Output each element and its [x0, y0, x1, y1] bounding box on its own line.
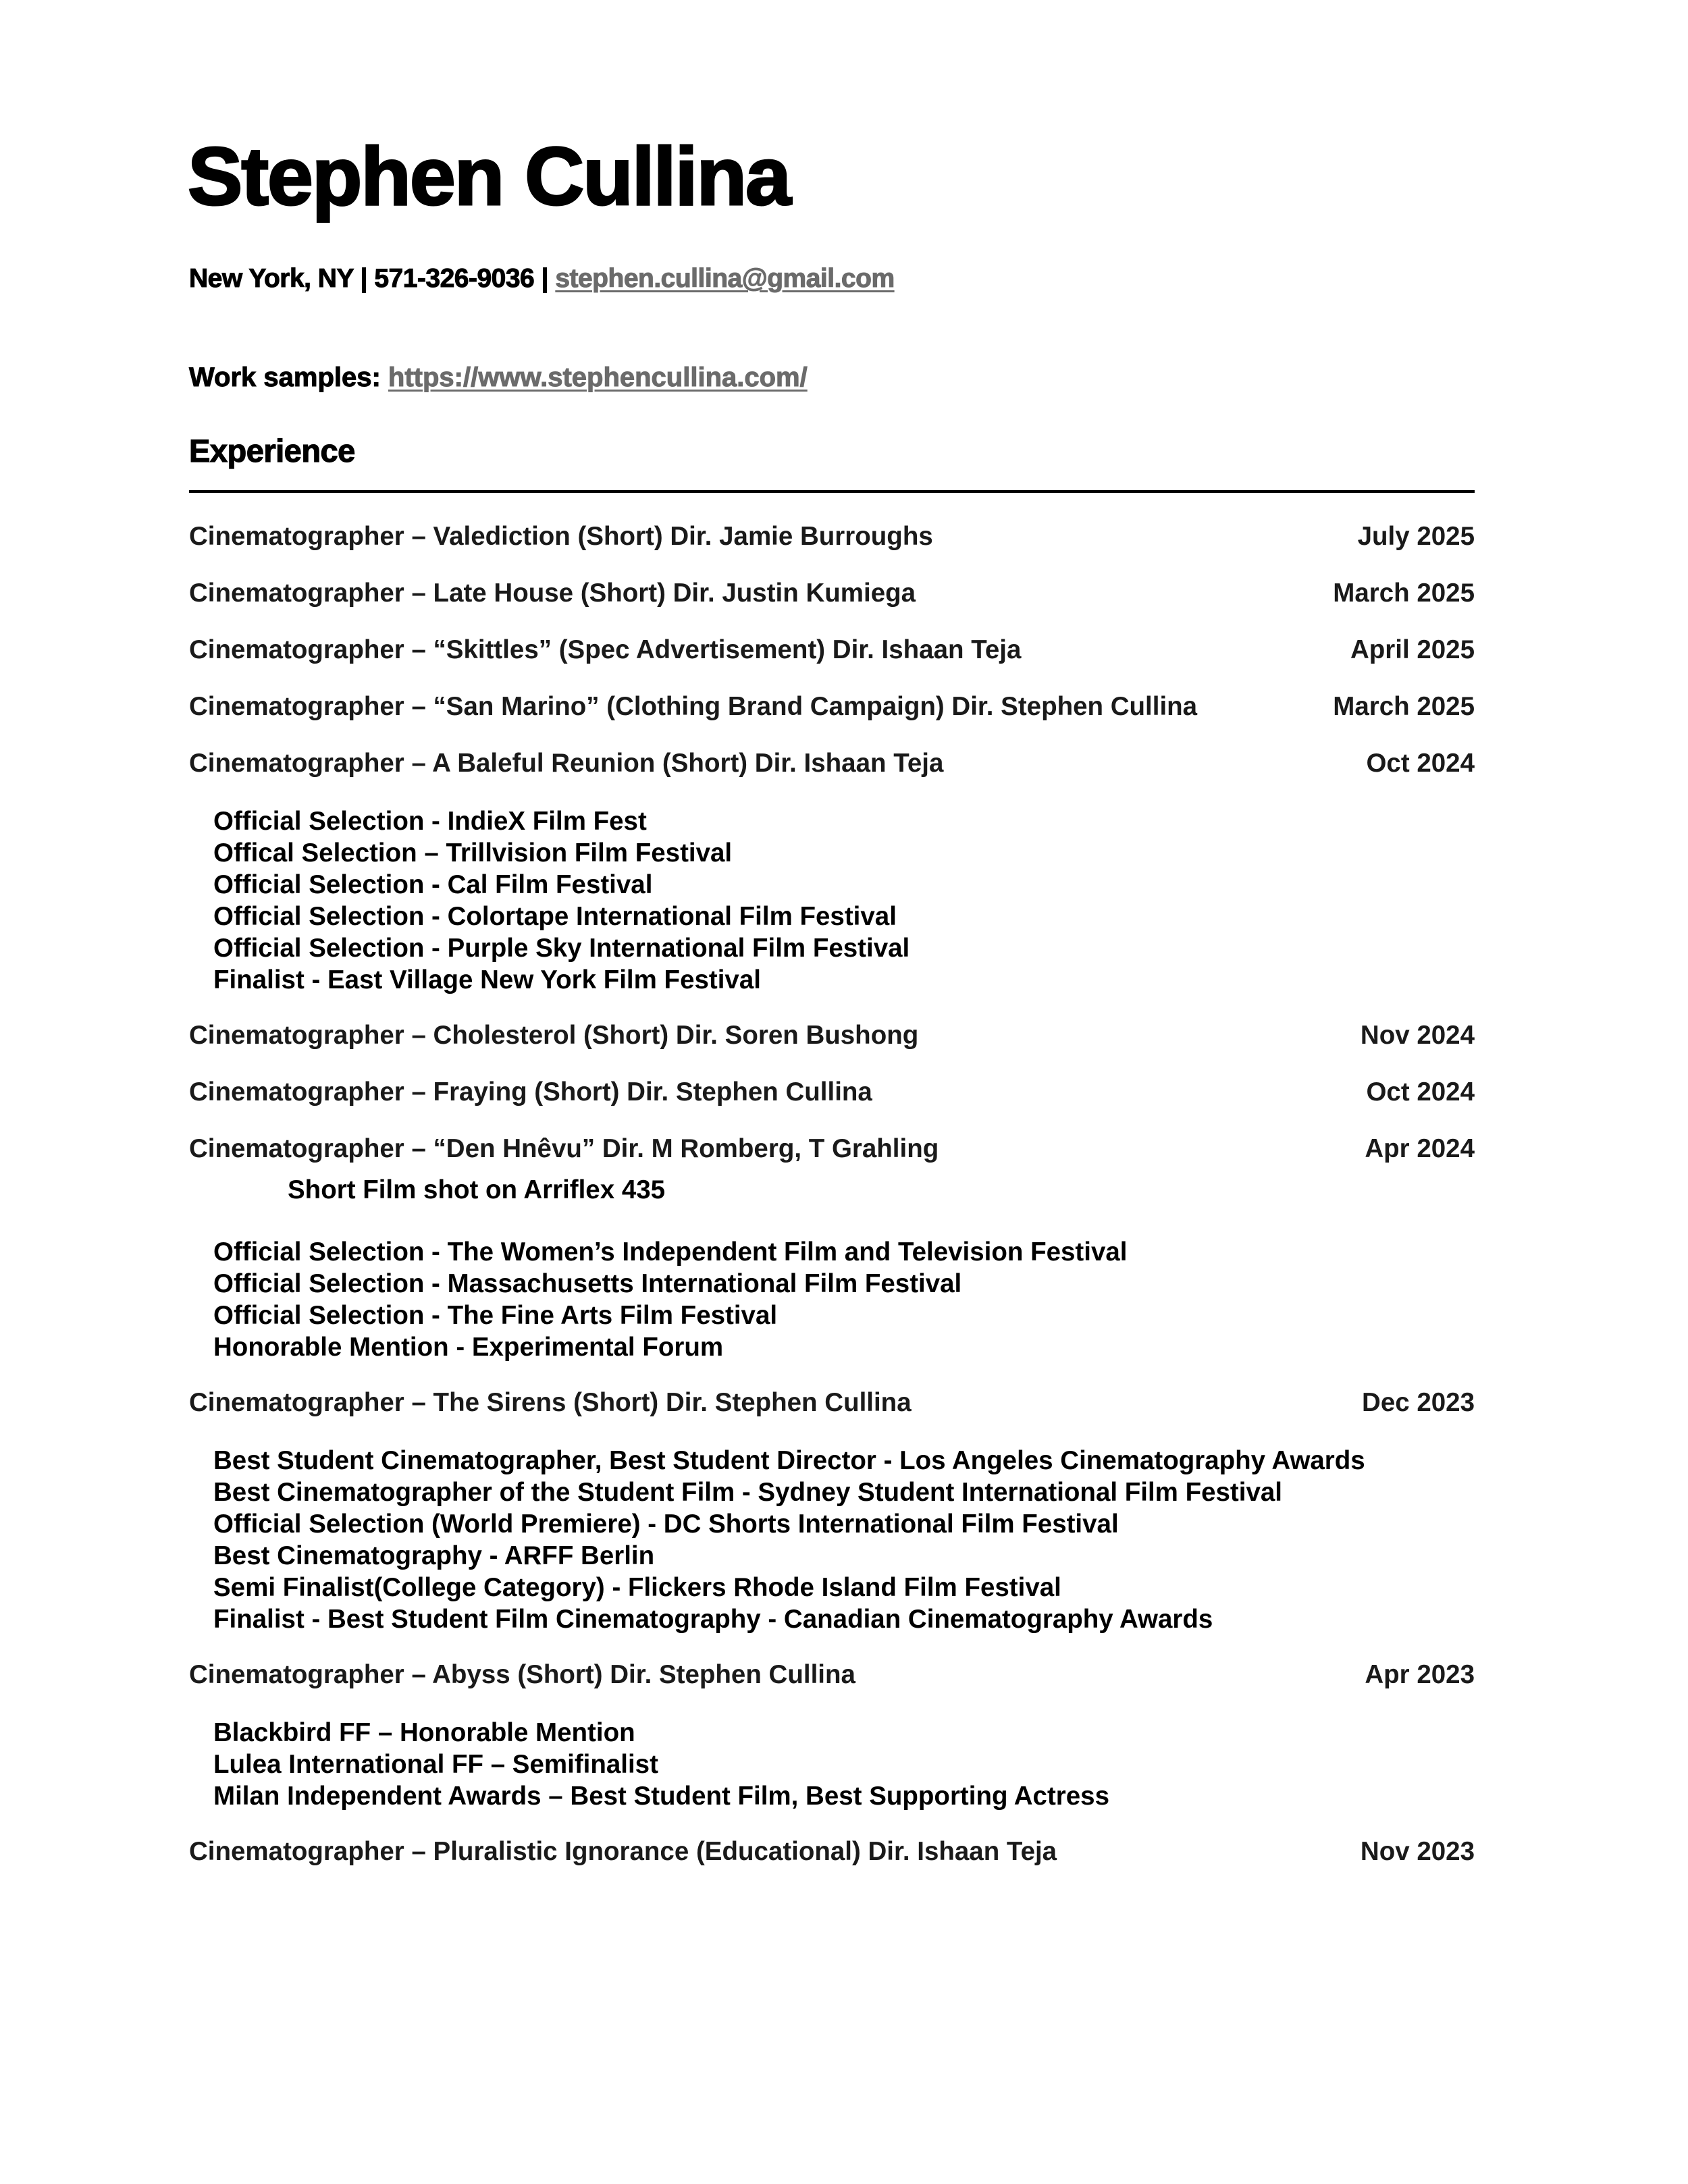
section-title-experience: Experience: [189, 433, 355, 469]
contact-line: [189, 265, 895, 294]
job-title: Cinematographer – The Sirens (Short) Dir. Stephen Cullina: [189, 1388, 912, 1417]
job-date: Oct 2024: [1366, 749, 1475, 778]
job-date: March 2025: [1333, 692, 1475, 721]
email-link[interactable]: stephen.cullina@gmail.com: [555, 264, 895, 293]
job-date: Dec 2023: [1362, 1388, 1475, 1417]
award-item: Official Selection - Purple Sky International Film Festival: [213, 934, 910, 963]
job-date: Oct 2024: [1366, 1077, 1475, 1107]
job-date: Apr 2024: [1365, 1134, 1475, 1163]
award-item: Official Selection - Colortape International Film Festival: [213, 902, 897, 931]
award-item: Finalist - East Village New York Film Festival: [213, 965, 761, 994]
job-date: March 2025: [1333, 579, 1475, 608]
portfolio-link[interactable]: https://www.stephencullina.com/: [388, 363, 808, 392]
awards-list: [213, 1236, 1127, 1363]
job-title: Cinematographer – Fraying (Short) Dir. Stephen Cullina: [189, 1077, 872, 1107]
award-item: Official Selection - Massachusetts International Film Festival: [213, 1269, 962, 1298]
award-item: Blackbird FF – Honorable Mention: [213, 1718, 635, 1747]
job-date: Apr 2023: [1365, 1660, 1475, 1689]
job-title: Cinematographer – “San Marino” (Clothing Brand Campaign) Dir. Stephen Cullina: [189, 692, 1198, 721]
award-item: Best Cinematography - ARFF Berlin: [213, 1541, 655, 1570]
section-divider: [189, 490, 1475, 493]
awards-list: [213, 805, 909, 996]
awards-list: [213, 1445, 1365, 1635]
job-title: Cinematographer – “Skittles” (Spec Advertisement) Dir. Ishaan Teja: [189, 635, 1022, 664]
job-title: Cinematographer – A Baleful Reunion (Short) Dir. Ishaan Teja: [189, 749, 944, 778]
job-title: Cinematographer – Abyss (Short) Dir. Stephen Cullina: [189, 1660, 855, 1689]
work-samples-label: Work samples:: [189, 363, 388, 392]
award-item: Official Selection - IndieX Film Fest: [213, 807, 647, 836]
job-date: Nov 2024: [1360, 1021, 1475, 1050]
job-title: Cinematographer – “Den Hnêvu” Dir. M Romberg, T Grahling: [189, 1134, 939, 1163]
resume-name: Stephen Cullina: [188, 130, 790, 222]
job-note: Short Film shot on Arriflex 435: [288, 1175, 666, 1204]
award-item: Semi Finalist(College Category) - Flickers Rhode Island Film Festival: [213, 1573, 1061, 1602]
job-title: Cinematographer – Valediction (Short) Dir. Jamie Burroughs: [189, 522, 933, 551]
job-title: Cinematographer – Late House (Short) Dir. Justin Kumiega: [189, 579, 916, 608]
award-item: Honorable Mention - Experimental Forum: [213, 1333, 724, 1362]
award-item: Milan Independent Awards – Best Student Film, Best Supporting Actress: [213, 1782, 1110, 1811]
award-item: Lulea International FF – Semifinalist: [213, 1750, 658, 1779]
awards-list: [213, 1717, 1109, 1812]
award-item: Offical Selection – Trillvision Film Festival: [213, 838, 733, 868]
award-item: Official Selection (World Premiere) - DC Shorts International Film Festival: [213, 1510, 1119, 1539]
award-item: Finalist - Best Student Film Cinematography - Canadian Cinematography Awards: [213, 1605, 1213, 1634]
award-item: Official Selection - Cal Film Festival: [213, 870, 653, 899]
award-item: Best Cinematographer of the Student Film - Sydney Student International Film Festival: [213, 1478, 1282, 1507]
job-date: Nov 2023: [1360, 1837, 1475, 1866]
job-title: Cinematographer – Cholesterol (Short) Dir. Soren Bushong: [189, 1021, 919, 1050]
award-item: Official Selection - The Fine Arts Film Festival: [213, 1301, 778, 1330]
contact-details: New York, NY | 571-326-9036 |: [189, 264, 556, 293]
job-date: July 2025: [1357, 522, 1475, 551]
award-item: Official Selection - The Women’s Independent Film and Television Festival: [213, 1237, 1128, 1267]
job-date: April 2025: [1350, 635, 1475, 664]
award-item: Best Student Cinematographer, Best Student Director - Los Angeles Cinematography Awards: [213, 1446, 1365, 1475]
job-title: Cinematographer – Pluralistic Ignorance (Educational) Dir. Ishaan Teja: [189, 1837, 1057, 1866]
work-samples-line: [189, 363, 808, 392]
